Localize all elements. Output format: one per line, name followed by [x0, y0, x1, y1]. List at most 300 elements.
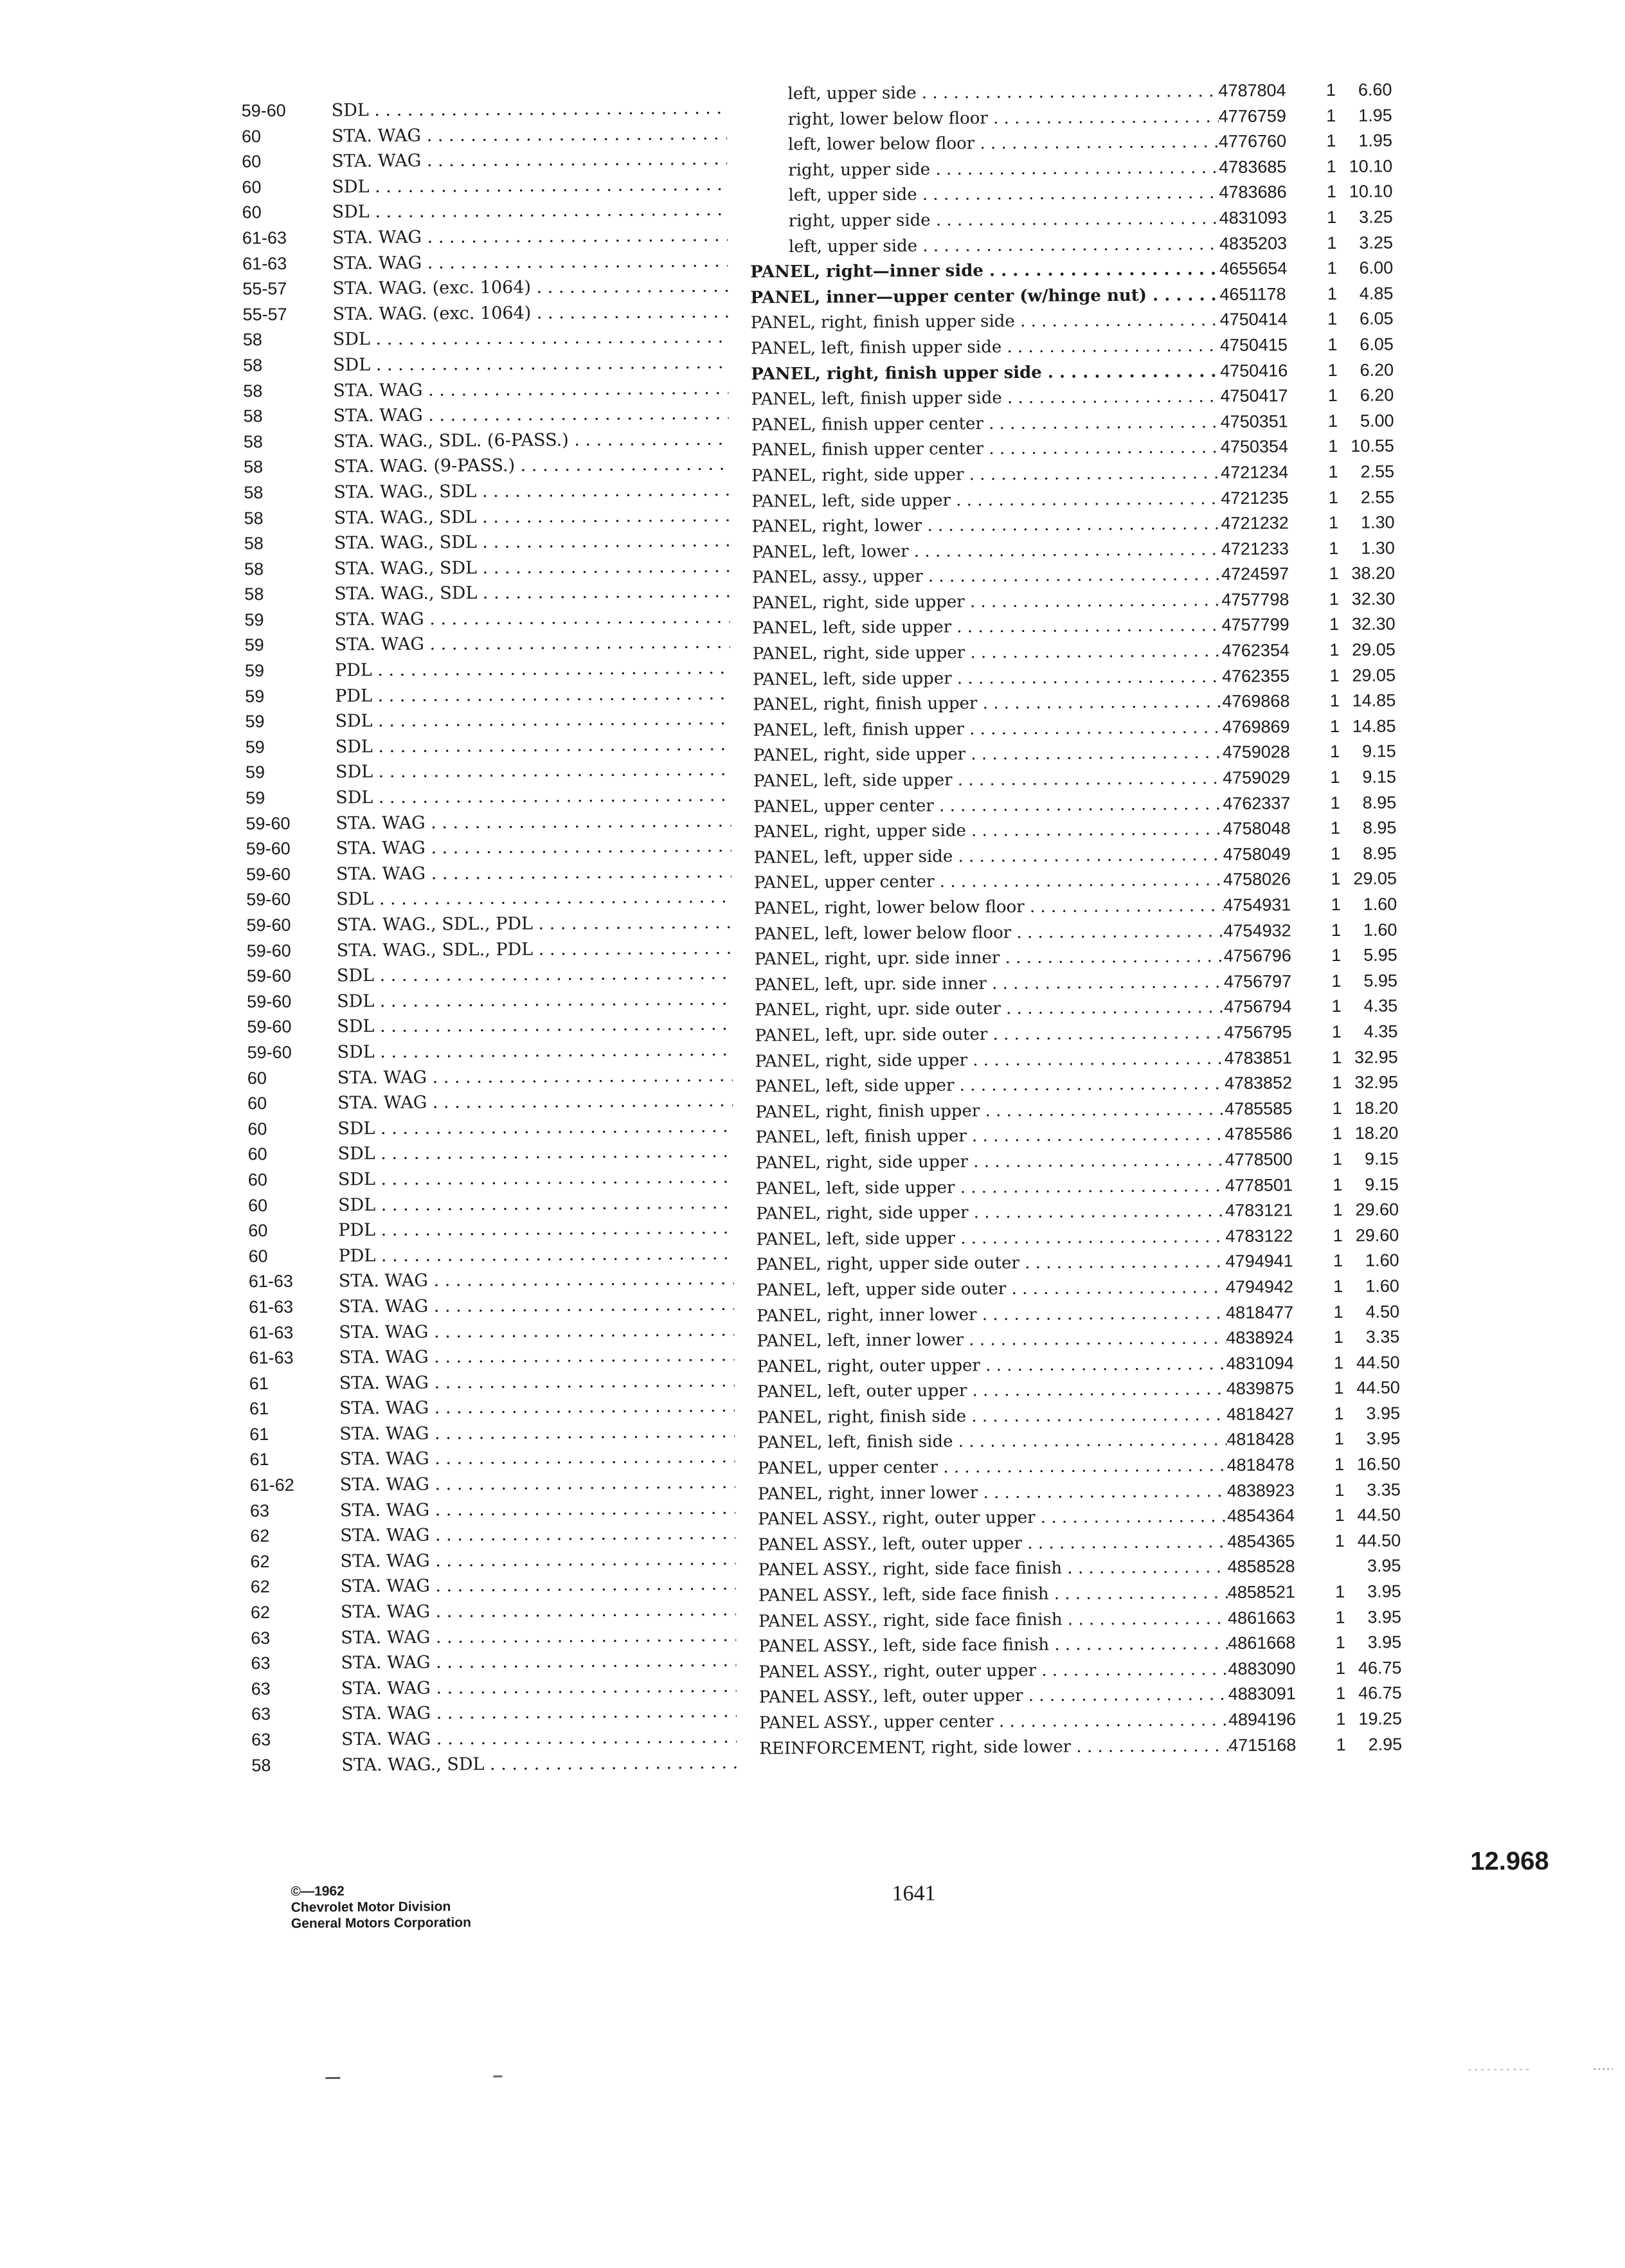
- model-year: 60: [247, 1091, 337, 1117]
- quantity: 1: [1327, 1045, 1347, 1070]
- part-number: 4858528: [1227, 1554, 1330, 1580]
- quantity: 1: [1322, 282, 1342, 307]
- price: 2.55: [1343, 485, 1394, 510]
- quantity: 1: [1329, 1426, 1349, 1452]
- body-style: STA. WAG . . .: [340, 1470, 735, 1498]
- model-year: 63: [250, 1498, 340, 1524]
- price: 32.30: [1343, 586, 1395, 612]
- model-year: 58: [244, 582, 334, 608]
- part-row: [753, 764, 1396, 794]
- price: 29.05: [1344, 637, 1396, 663]
- part-description: PANEL ASSY., left, side face finish . . .: [759, 1632, 1228, 1660]
- price: 4.35: [1346, 994, 1397, 1020]
- part-row: [759, 1706, 1402, 1736]
- body-style: STA. WAG . . .: [341, 1699, 737, 1727]
- quantity: 1: [1331, 1732, 1351, 1758]
- quantity: 1: [1328, 1248, 1347, 1274]
- model-year-column: [242, 96, 741, 1779]
- quantity: 1: [1325, 739, 1345, 765]
- body-style: SDL . . .: [336, 885, 732, 912]
- part-description: right, upper side . . .: [750, 156, 1219, 184]
- part-description: PANEL, left, lower . . .: [752, 537, 1221, 566]
- part-number: 4794941: [1225, 1248, 1328, 1275]
- model-row: [249, 1394, 738, 1422]
- quantity: 1: [1325, 688, 1344, 714]
- model-row: [251, 1699, 740, 1727]
- model-row: [246, 910, 735, 939]
- model-year: 59: [244, 607, 334, 633]
- model-row: [250, 1546, 739, 1574]
- part-row: [757, 1274, 1399, 1303]
- model-row: [243, 401, 732, 429]
- model-row: [242, 121, 730, 149]
- part-number: 4778501: [1225, 1173, 1328, 1199]
- model-year: 63: [251, 1702, 341, 1727]
- model-row: [249, 1292, 737, 1320]
- price: 2.55: [1343, 459, 1394, 485]
- part-number: 4776760: [1219, 129, 1322, 155]
- part-row: [750, 256, 1393, 285]
- part-row: [752, 561, 1395, 591]
- part-number: 4756797: [1224, 969, 1327, 995]
- model-row: [247, 1139, 736, 1167]
- part-description: PANEL, right, upr. side inner . . .: [755, 944, 1224, 973]
- price: 18.20: [1347, 1121, 1398, 1147]
- part-number: 4757799: [1221, 613, 1324, 639]
- price: 9.15: [1347, 1172, 1399, 1198]
- model-year: 60: [247, 1142, 337, 1167]
- part-number: 4721233: [1221, 536, 1324, 562]
- quantity: 1: [1324, 510, 1343, 536]
- price: 29.60: [1347, 1197, 1399, 1223]
- part-number: 4818428: [1226, 1426, 1329, 1453]
- model-year: 59-60: [247, 938, 337, 964]
- price: 4.35: [1346, 1019, 1397, 1045]
- model-year: 60: [242, 149, 332, 175]
- part-number: 4715168: [1228, 1733, 1331, 1759]
- model-row: [250, 1470, 739, 1498]
- part-row: [750, 179, 1392, 209]
- price: 2.95: [1351, 1732, 1402, 1758]
- part-row: [754, 867, 1397, 896]
- price: 1.60: [1345, 892, 1397, 917]
- part-description: PANEL ASSY., left, outer upper . . .: [759, 1682, 1228, 1711]
- part-row: [755, 1070, 1398, 1100]
- model-row: [243, 375, 732, 404]
- quantity: 1: [1324, 434, 1343, 460]
- part-number: 4839875: [1226, 1376, 1329, 1402]
- body-style: STA. WAG . . .: [336, 808, 731, 836]
- part-row: [753, 790, 1396, 820]
- model-row: [247, 935, 735, 964]
- quantity: 1: [1328, 1147, 1347, 1173]
- model-row: [247, 1038, 735, 1066]
- body-style: STA. WAG. (9-PASS.) . . .: [334, 452, 729, 480]
- part-description: right, lower below floor . . .: [750, 105, 1219, 133]
- body-style: PDL . . .: [338, 1241, 733, 1268]
- body-style: STA. WAG . . .: [339, 1292, 734, 1320]
- part-row: [759, 1630, 1401, 1660]
- part-description: PANEL ASSY., right, side face finish . . .: [758, 1555, 1227, 1583]
- part-description: PANEL, right, outer upper . . .: [757, 1352, 1226, 1380]
- quantity: 1: [1322, 154, 1341, 180]
- model-year: 62: [250, 1524, 340, 1549]
- price: 1.60: [1348, 1274, 1399, 1299]
- body-style: STA. WAG . . .: [339, 1317, 734, 1345]
- model-row: [249, 1266, 737, 1295]
- price: 10.55: [1343, 434, 1394, 460]
- part-description: right, upper side . . .: [750, 206, 1219, 235]
- quantity: 1: [1329, 1376, 1349, 1401]
- quantity: 1: [1329, 1401, 1349, 1427]
- part-number: 4758049: [1223, 842, 1326, 868]
- body-style: STA. WAG . . .: [336, 859, 732, 887]
- quantity: 1: [1326, 917, 1345, 943]
- price: 44.50: [1348, 1350, 1399, 1376]
- model-row: [244, 528, 733, 557]
- quantity: 1: [1323, 307, 1342, 332]
- body-style: STA. WAG . . .: [339, 1266, 734, 1294]
- part-description: PANEL, right, lower below floor . . .: [754, 894, 1223, 922]
- price: 46.75: [1350, 1655, 1401, 1681]
- part-number: 4750416: [1220, 358, 1323, 384]
- price: 1.95: [1341, 129, 1392, 154]
- price: 3.25: [1342, 204, 1393, 230]
- model-year: 60: [248, 1218, 338, 1244]
- model-year: 61-63: [242, 251, 332, 276]
- body-style: STA. WAG . . .: [333, 401, 728, 429]
- parts-column: [749, 77, 1402, 1761]
- part-row: [758, 1528, 1401, 1558]
- body-style: STA. WAG . . .: [341, 1572, 736, 1599]
- part-number: 4750414: [1220, 307, 1323, 333]
- model-year: 60: [242, 200, 332, 226]
- part-description: REINFORCEMENT, right, side lower . . .: [759, 1734, 1228, 1762]
- quantity: 1: [1329, 1274, 1348, 1300]
- body-style: STA. WAG., SDL . . .: [334, 528, 730, 556]
- quantity: 1: [1324, 460, 1343, 485]
- model-year: 60: [248, 1192, 338, 1218]
- part-number: 4894196: [1228, 1707, 1331, 1733]
- model-row: [247, 1113, 736, 1142]
- part-row: [752, 536, 1395, 565]
- model-year: 58: [251, 1752, 341, 1778]
- part-number: 4778500: [1225, 1147, 1328, 1173]
- price: 1.30: [1343, 536, 1395, 561]
- body-style: STA. WAG . . .: [332, 121, 727, 148]
- model-row: [251, 1750, 740, 1778]
- body-style: STA. WAG., SDL . . .: [341, 1750, 737, 1778]
- price: 3.95: [1349, 1426, 1400, 1452]
- part-number: 4756794: [1224, 994, 1327, 1020]
- model-year: 59-60: [247, 989, 337, 1014]
- part-description: PANEL, assy., upper . . .: [752, 562, 1221, 591]
- part-number: 4721234: [1221, 460, 1324, 486]
- price: 6.20: [1342, 357, 1394, 383]
- part-description: PANEL, left, upr. side outer . . .: [755, 1021, 1224, 1049]
- model-row: [251, 1648, 739, 1677]
- body-style: STA. WAG . . .: [339, 1394, 735, 1421]
- part-number: 4721235: [1221, 485, 1324, 512]
- body-style: STA. WAG . . .: [341, 1598, 736, 1625]
- part-row: [756, 1223, 1399, 1252]
- part-number: 4762337: [1223, 791, 1325, 817]
- body-style: STA. WAG., SDL., PDL . . .: [337, 935, 732, 963]
- model-year: 55-57: [242, 276, 332, 302]
- price: 6.05: [1342, 307, 1394, 332]
- part-description: PANEL, left, side upper . . .: [756, 1225, 1225, 1253]
- body-style: STA. WAG., SDL. (6-PASS.) . . .: [334, 426, 729, 454]
- copyright-block: [291, 1882, 471, 1932]
- quantity: 1: [1321, 78, 1340, 104]
- model-row: [249, 1317, 737, 1346]
- price: 6.00: [1342, 256, 1393, 282]
- model-row: [242, 197, 731, 226]
- model-row: [247, 1063, 736, 1091]
- price: 4.85: [1342, 281, 1393, 307]
- part-number: 4721232: [1221, 510, 1324, 537]
- body-style: SDL . . .: [336, 783, 731, 811]
- body-style: STA. WAG., SDL . . .: [334, 579, 730, 607]
- body-style: STA. WAG . . .: [340, 1495, 735, 1523]
- quantity: 1: [1325, 765, 1345, 791]
- part-description: PANEL, upper center . . .: [753, 792, 1223, 820]
- body-style: SDL . . .: [336, 757, 731, 785]
- part-description: PANEL, left, inner lower . . .: [757, 1326, 1226, 1354]
- body-style: STA. WAG . . .: [333, 375, 728, 403]
- part-description: PANEL, right, finish upper . . .: [753, 690, 1222, 718]
- quantity: 1: [1330, 1477, 1349, 1503]
- part-number: 4838923: [1227, 1478, 1330, 1504]
- model-row: [251, 1725, 740, 1753]
- model-year: 61-63: [242, 225, 332, 251]
- quantity: 1: [1329, 1299, 1348, 1325]
- part-row: [759, 1579, 1401, 1608]
- quantity: 1: [1322, 256, 1342, 282]
- price: 3.95: [1350, 1630, 1401, 1656]
- model-year: 58: [244, 556, 334, 582]
- model-year: 59-60: [246, 811, 336, 836]
- model-row: [244, 579, 733, 608]
- part-description: left, upper side . . .: [750, 232, 1219, 260]
- part-row: [751, 307, 1394, 336]
- model-row: [245, 706, 733, 735]
- model-year: 60: [248, 1243, 338, 1269]
- part-row: [755, 968, 1397, 998]
- body-style: STA. WAG . . .: [334, 605, 730, 633]
- model-row: [249, 1343, 737, 1371]
- model-year: 63: [251, 1651, 341, 1677]
- part-description: PANEL, left, side upper . . .: [751, 487, 1221, 515]
- part-row: [757, 1248, 1399, 1278]
- part-description: PANEL, right, side upper . . .: [751, 461, 1221, 489]
- model-row: [246, 885, 735, 913]
- price: 32.30: [1343, 612, 1395, 638]
- part-row: [754, 892, 1397, 921]
- model-year: 59: [246, 785, 336, 811]
- body-style: SDL . . .: [332, 172, 727, 199]
- part-description: PANEL, right, upr. side outer . . .: [755, 995, 1224, 1023]
- quantity: 1: [1327, 1096, 1347, 1122]
- price: 44.50: [1349, 1376, 1400, 1401]
- model-year: 59-60: [246, 836, 336, 862]
- quantity: 1: [1327, 943, 1346, 969]
- quantity: 1: [1323, 383, 1342, 409]
- part-number: 4818477: [1226, 1300, 1329, 1326]
- quantity: 1: [1324, 561, 1343, 587]
- part-row: [758, 1477, 1401, 1507]
- part-row: [758, 1503, 1401, 1533]
- quantity: 1: [1327, 994, 1346, 1020]
- price: 1.60: [1345, 917, 1397, 943]
- model-year: 59-60: [247, 1014, 337, 1040]
- model-row: [248, 1216, 737, 1244]
- part-number: 4769868: [1222, 688, 1325, 715]
- part-row: [750, 281, 1393, 310]
- model-row: [242, 172, 730, 200]
- quantity: 1: [1331, 1707, 1351, 1733]
- model-year: 59: [246, 734, 336, 760]
- model-year: 58: [243, 378, 333, 404]
- part-row: [755, 994, 1397, 1023]
- body-style: STA. WAG. (exc. 1064) . . .: [332, 274, 728, 302]
- part-number: 4794942: [1226, 1274, 1329, 1300]
- quantity: 1: [1330, 1503, 1349, 1529]
- model-row: [247, 1088, 736, 1117]
- quantity: 1: [1329, 1452, 1349, 1478]
- model-year: 61-63: [249, 1294, 339, 1320]
- model-row: [251, 1623, 739, 1651]
- body-style: STA. WAG . . .: [339, 1368, 735, 1396]
- price: 3.95: [1350, 1579, 1401, 1605]
- price: 44.50: [1349, 1503, 1401, 1529]
- model-row: [248, 1165, 737, 1193]
- part-number: 4762355: [1222, 663, 1325, 690]
- part-description: PANEL, right, finish upper . . .: [755, 1097, 1225, 1126]
- body-style: STA. WAG . . .: [337, 1088, 733, 1116]
- quantity: 1: [1331, 1681, 1351, 1707]
- body-style: STA. WAG . . .: [337, 1063, 733, 1090]
- part-description: PANEL, left, finish upper side . . .: [751, 334, 1220, 362]
- part-number: 4861663: [1228, 1605, 1331, 1632]
- model-row: [242, 96, 730, 124]
- price: 6.60: [1340, 77, 1392, 103]
- body-style: SDL . . .: [333, 350, 728, 378]
- body-style: SDL . . .: [337, 1038, 732, 1065]
- part-number: 4762354: [1222, 638, 1325, 664]
- part-number: 4754932: [1223, 918, 1326, 944]
- quantity: 1: [1324, 536, 1343, 562]
- quantity: 1: [1327, 1121, 1347, 1147]
- quantity: 1: [1325, 638, 1344, 663]
- part-number: 4754931: [1223, 892, 1326, 919]
- price: 10.10: [1341, 154, 1392, 179]
- part-row: [755, 943, 1397, 973]
- quantity: 1: [1327, 1070, 1347, 1096]
- part-number: 4783686: [1219, 179, 1322, 206]
- quantity: 1: [1325, 714, 1344, 740]
- part-row: [755, 1019, 1397, 1048]
- model-year: 61-63: [249, 1269, 339, 1295]
- price: 38.20: [1343, 561, 1395, 587]
- model-year: 58: [243, 352, 333, 378]
- price: 9.15: [1345, 739, 1396, 765]
- part-description: PANEL, right, inner lower . . .: [757, 1300, 1226, 1329]
- part-row: [751, 434, 1394, 464]
- model-year: 58: [244, 455, 334, 480]
- part-description: PANEL, right, side upper . . .: [753, 639, 1222, 667]
- quantity: 1: [1325, 816, 1345, 842]
- part-description: PANEL, right, side upper . . .: [756, 1148, 1225, 1176]
- body-style: STA. WAG . . .: [332, 248, 728, 276]
- quantity: 1: [1327, 1020, 1346, 1045]
- price: 19.25: [1351, 1706, 1402, 1732]
- part-number: 4655654: [1219, 256, 1322, 282]
- part-description: PANEL, left, upper side . . .: [754, 843, 1223, 871]
- price: 8.95: [1345, 841, 1397, 867]
- model-row: [246, 859, 735, 887]
- quantity: 1: [1329, 1325, 1348, 1351]
- price: 29.05: [1344, 663, 1396, 688]
- part-row: [753, 816, 1396, 845]
- part-row: [751, 408, 1394, 438]
- price: 3.35: [1348, 1324, 1399, 1350]
- model-row: [251, 1673, 740, 1702]
- part-row: [753, 714, 1396, 743]
- part-description: PANEL, right, lower . . .: [752, 512, 1221, 540]
- body-style: STA. WAG., SDL . . .: [334, 478, 729, 505]
- price: 3.95: [1349, 1554, 1401, 1580]
- part-description: PANEL ASSY., right, side face finish . . .: [759, 1607, 1228, 1635]
- part-number: 4883090: [1228, 1656, 1331, 1682]
- model-year: 60: [248, 1167, 338, 1192]
- part-number: 4724597: [1221, 561, 1324, 588]
- part-row: [757, 1452, 1400, 1481]
- model-year: 60: [247, 1065, 337, 1091]
- part-number: 4783851: [1225, 1045, 1327, 1072]
- part-description: left, upper side . . .: [750, 181, 1219, 209]
- part-description: PANEL ASSY., left, outer upper . . .: [758, 1530, 1227, 1558]
- part-number: 4776759: [1219, 104, 1322, 130]
- body-style: STA. WAG . . .: [341, 1725, 737, 1752]
- body-style: PDL . . .: [335, 681, 730, 708]
- part-number: 4861668: [1228, 1630, 1331, 1657]
- quantity: 1: [1324, 612, 1343, 638]
- model-year: 60: [242, 123, 332, 149]
- part-row: [759, 1605, 1401, 1634]
- quantity: 1: [1328, 1223, 1347, 1249]
- part-description: PANEL, left, finish upper . . .: [755, 1122, 1225, 1151]
- part-row: [756, 1146, 1399, 1176]
- model-year: 58: [244, 531, 334, 557]
- model-row: [248, 1241, 737, 1269]
- body-style: SDL . . .: [338, 1190, 733, 1218]
- price: 14.85: [1344, 714, 1396, 739]
- quantity: 1: [1328, 1172, 1347, 1198]
- model-row: [246, 808, 734, 836]
- body-style: STA. WAG . . .: [339, 1444, 735, 1472]
- part-description: PANEL ASSY., upper center . . .: [759, 1708, 1228, 1736]
- part-number: 4759029: [1223, 765, 1325, 791]
- model-row: [246, 732, 734, 760]
- body-style: SDL . . .: [337, 1012, 732, 1040]
- price: 3.35: [1349, 1477, 1401, 1503]
- model-row: [244, 503, 732, 531]
- model-row: [249, 1444, 738, 1473]
- part-row: [756, 1172, 1399, 1202]
- part-row: [757, 1401, 1400, 1430]
- price: 5.00: [1343, 408, 1394, 434]
